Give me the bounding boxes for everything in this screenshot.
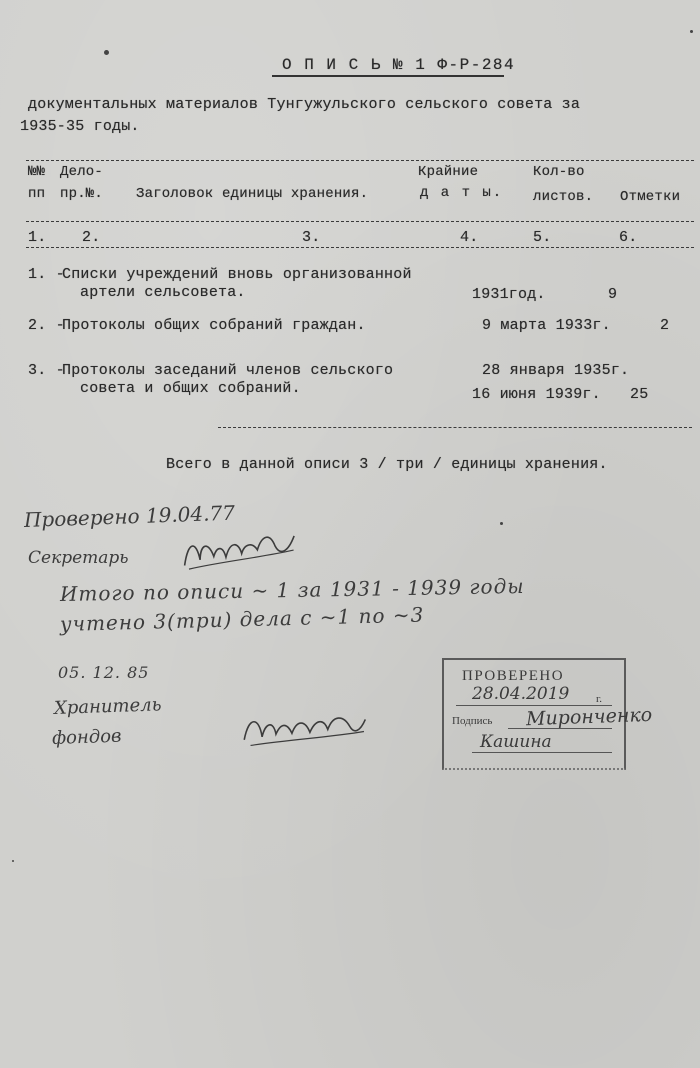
row-1-date: 1931год. <box>472 286 546 303</box>
row-2-title-line1: Протоколы общих собраний граждан. <box>62 317 366 334</box>
inventory-subtitle-line1: документальных материалов Тунгужульского сельского совета за <box>28 96 581 113</box>
header-num-line2: пп <box>28 186 46 202</box>
row-3-date-line2: 16 июня 1939г. <box>472 386 601 403</box>
column-number: 5. <box>533 229 552 246</box>
handwritten-checked-note: Проверено 19.04.77 <box>23 500 236 532</box>
row-2-count: 2 <box>660 317 670 334</box>
inventory-subtitle-line2: 1935-35 годы. <box>20 118 140 135</box>
header-dates-line2: д а т ы. <box>420 185 504 201</box>
handwritten-counted-note: учтено 3(три) дела с ~1 по ~3 <box>59 602 425 636</box>
row-3-count: 25 <box>630 386 649 403</box>
header-delo-line1: Дело- <box>60 164 104 180</box>
paper-speck <box>690 30 693 33</box>
column-number: 6. <box>619 229 638 246</box>
header-num-line1: №№ <box>28 164 46 180</box>
row-1-title-line1: Списки учреждений вновь организованной <box>62 266 412 283</box>
handwritten-keeper-label-line2: фондов <box>51 725 122 749</box>
handwritten-date: 05. 12. 85 <box>58 663 150 682</box>
stamp-heading: ПРОВЕРЕНО <box>462 668 565 684</box>
stamp-signature-label: Подпись <box>452 715 493 727</box>
table-bottom-rule <box>218 427 692 428</box>
handwritten-secretary-label: Секретарь <box>28 548 129 568</box>
header-title: Заголовок единицы хранения. <box>136 186 369 202</box>
row-3-date-line1: 28 января 1935г. <box>482 362 630 379</box>
paper-speck <box>12 860 14 862</box>
row-2-date: 9 марта 1933г. <box>482 317 611 334</box>
inventory-total: Всего в данной описи 3 / три / единицы хранения. <box>166 456 608 473</box>
row-3-title-line1: Протоколы заседаний членов сельского <box>62 362 394 379</box>
handwritten-keeper-label-line1: Хранитель <box>53 694 162 719</box>
header-delo-line2: пр.№. <box>60 186 104 202</box>
title-underline <box>272 75 504 77</box>
row-3-number: 3. - <box>28 362 65 379</box>
keeper-signature <box>239 705 371 759</box>
row-1-number: 1. - <box>28 266 65 283</box>
stamp-signature-2: Кашина <box>480 732 552 752</box>
row-2-number: 2. - <box>28 317 65 334</box>
stamp-date: 28.04.2019 <box>472 684 570 704</box>
stamp-year-suffix: г. <box>596 693 603 705</box>
signature-scribble-icon <box>239 705 371 752</box>
stamp-signature-line <box>508 728 612 729</box>
inventory-title: О П И С Ь № 1 Ф-Р-284 <box>282 56 516 74</box>
column-number: 3. <box>302 229 321 246</box>
column-number: 1. <box>28 229 47 246</box>
secretary-signature <box>177 524 301 584</box>
stamp-signature-1: Миронченко <box>525 703 653 731</box>
table-numbers-rule <box>26 247 694 248</box>
column-number: 4. <box>460 229 479 246</box>
table-header-rule <box>26 221 694 222</box>
handwritten-total-note: Итого по описи ~ 1 за 1931 - 1939 годы <box>59 573 525 606</box>
row-1-title-line2: артели сельсовета. <box>80 284 246 301</box>
header-dates-line1: Крайние <box>418 164 479 180</box>
paper-speck <box>104 50 109 55</box>
column-number: 2. <box>82 229 101 246</box>
header-notes: Отметки <box>620 189 681 205</box>
row-3-title-line2: совета и общих собраний. <box>80 380 301 397</box>
table-top-rule <box>26 160 694 161</box>
header-count-line2: листов. <box>533 189 594 205</box>
header-count-line1: Кол-во <box>533 164 585 180</box>
signature-scribble-icon <box>177 524 301 576</box>
stamp-signature-line-2 <box>472 752 612 753</box>
row-1-count: 9 <box>608 286 618 303</box>
paper-speck <box>500 522 503 525</box>
